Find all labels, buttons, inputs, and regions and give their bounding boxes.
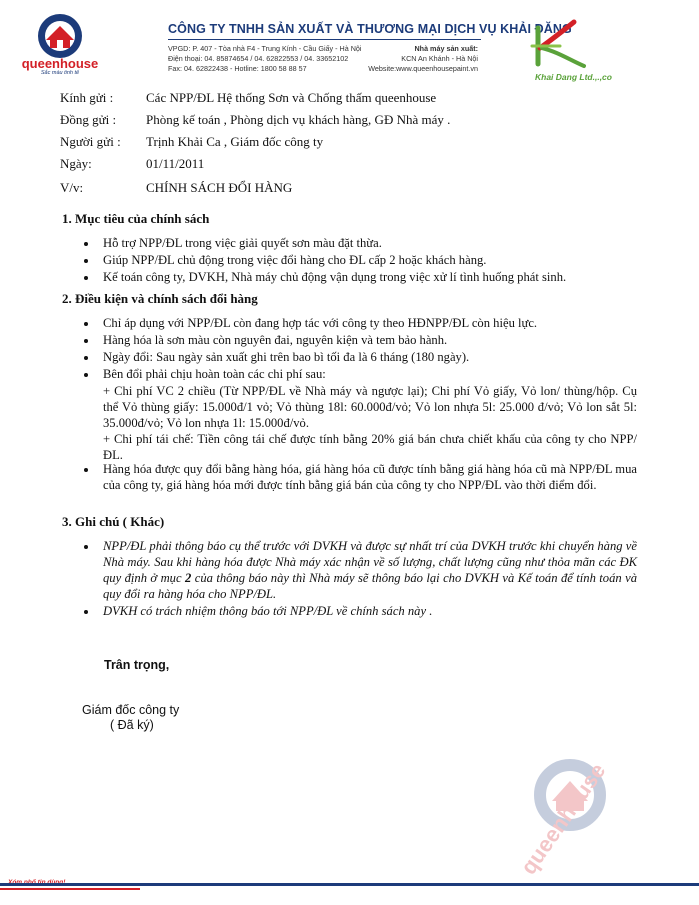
factory-contact — [352, 44, 478, 74]
queenhouse-logo — [10, 10, 110, 76]
cost-transport-packaging: + Chi phí VC 2 chiều (Từ NPP/ĐL về Nhà máy và ngược lại); Chi phí Vỏ giấy, Vỏ lon/ thùng/hộp. Cụ thể Vỏ thùng giấy: 15.000đ/1 vỏ; Vỏ thùng 18l: 60.000đ/vỏ; Vỏ lon nhựa 5l: 25.000 đ/vỏ; Vỏ lon sắt 5l: 35.000đ/vỏ; Vỏ lon nhựa 1l: 15.000đ/vỏ. — [103, 384, 637, 430]
office-address: VPGD: P. 407 - Tòa nhà F4 - Trung Kính - Cầu Giấy - Hà Nội — [168, 44, 362, 53]
section1-item: Kế toán công ty, DVKH, Nhà máy chủ động vận dụng trong việc xử lí tình huống phát sinh. — [103, 270, 567, 284]
bullet-icon — [84, 468, 88, 472]
queenhouse-wordmark: queenhouse — [21, 56, 99, 71]
section3-note1 — [103, 538, 637, 602]
queenhouse-watermark — [500, 755, 630, 880]
office-contact — [168, 44, 362, 74]
factory-label: Nhà máy sản xuất: — [414, 44, 478, 53]
section2-title: 2. Điều kiện và chính sách đổi hàng — [62, 291, 258, 306]
section2-item: Chỉ áp dụng với NPP/ĐL còn đang hợp tác với công ty theo HĐNPP/ĐL còn hiệu lực. — [103, 316, 538, 330]
header-divider — [168, 39, 481, 40]
watermark-text: queenhouse — [515, 758, 611, 880]
section3-title: 3. Ghi chú ( Khác) — [62, 514, 165, 529]
bullet-icon — [84, 610, 88, 614]
to-value: Các NPP/ĐL Hệ thống Sơn và Chống thấm queenhouse — [146, 90, 437, 105]
closing-regards: Trân trọng, — [104, 658, 170, 672]
address-row-to — [60, 90, 620, 106]
subject-value: CHÍNH SÁCH ĐỔI HÀNG — [146, 180, 293, 195]
note1-text-a: NPP/ĐL phải thông báo cụ thể trước với DVKH và được sự nhất trí của DVKH trước khi chuyển hàng về Nhà máy. Sau khi hàng hóa được Nhà máy xác nhận về số lượng, chất lượng cũng như thỏa mãn các ĐK quy định ở mục — [103, 539, 637, 585]
section2-item: Hàng hóa là sơn màu còn nguyên đai, nguyên kiện và tem bảo hành. — [103, 333, 448, 347]
cost-recycling: + Chi phí tái chế: Tiền công tái chế được tính bằng 20% giá bán chưa chiết khấu của công ty cho NPP/ĐL. — [103, 432, 637, 462]
khai-dang-name: Khai Dang Ltd.,.,co — [535, 72, 612, 82]
from-label: Người gửi : — [60, 134, 121, 149]
to-label: Kính gửi : — [60, 90, 114, 105]
section2-item-exchange: Hàng hóa được quy đổi bằng hàng hóa, giá hàng hóa cũ được tính bằng giá hàng hóa cũ mà NPP/ĐL mua của công ty, giá hàng hóa mới được tính bằng giá bán của công ty cho NPP/ĐL vào thời điểm đổi. — [103, 462, 637, 492]
footer-rule — [0, 883, 699, 886]
from-value: Trịnh Khải Ca , Giám đốc công ty — [146, 134, 324, 149]
section1-item: Hỗ trợ NPP/ĐL trong việc giải quyết sơn màu đặt thừa. — [103, 236, 382, 250]
bullet-icon — [84, 339, 88, 343]
address-row-cc — [60, 112, 620, 128]
section2-item: Bên đổi phải chịu hoàn toàn các chi phí sau: — [103, 367, 326, 381]
cc-value: Phòng kế toán , Phòng dịch vụ khách hàng, GĐ Nhà máy . — [146, 112, 451, 127]
subject-label: V/v: — [60, 180, 84, 195]
bullet-icon — [84, 545, 88, 549]
bullet-icon — [84, 259, 88, 263]
note1-text-b: của thông báo này thì Nhà máy sẽ thông báo lại cho DVKH và Kế toán để tính toán và quy đổi ra hàng hóa cho NPP/ĐL. — [103, 571, 638, 601]
bullet-icon — [84, 242, 88, 246]
factory-address: KCN An Khánh - Hà Nội — [401, 54, 478, 63]
cc-label: Đồng gửi : — [60, 112, 117, 127]
bullet-icon — [84, 356, 88, 360]
section1-item: Giúp NPP/ĐL chủ động trong việc đổi hàng cho ĐL cấp 2 hoặc khách hàng. — [103, 253, 487, 267]
address-row-date — [60, 156, 620, 172]
section1-title: 1. Mục tiêu của chính sách — [62, 211, 210, 226]
bullet-icon — [84, 276, 88, 280]
office-phone: Điện thoại: 04. 85874654 / 04. 62822553 / 04. 33652102 — [168, 54, 349, 63]
address-row-from — [60, 134, 620, 150]
office-fax-hotline: Fax: 04. 62822438 - Hotline: 1800 58 88 57 — [168, 64, 307, 73]
company-name: CÔNG TY TNHH SẢN XUẤT VÀ THƯƠNG MẠI DỊCH VỤ KHẢI ĐĂNG — [168, 22, 572, 36]
date-label: Ngày: — [60, 156, 92, 171]
company-website: Website:www.queenhousepaint.vn — [368, 64, 478, 73]
section3-note2: DVKH có trách nhiệm thông báo tới NPP/ĐL về chính sách này . — [103, 604, 433, 618]
signed-note: ( Đã ký) — [110, 718, 154, 732]
footer-accent-rule — [0, 888, 140, 890]
bullet-icon — [84, 373, 88, 377]
section2-item: Ngày đổi: Sau ngày sản xuất ghi trên bao bì tối đa là 6 tháng (180 ngày). — [103, 350, 470, 364]
queenhouse-tagline: Sắc màu tinh tế — [40, 70, 80, 76]
date-value: 01/11/2011 — [146, 156, 205, 171]
note1-section-ref: 2 — [185, 571, 192, 585]
address-row-subject — [60, 180, 620, 196]
signer-position: Giám đốc công ty — [82, 703, 180, 717]
bullet-icon — [84, 322, 88, 326]
